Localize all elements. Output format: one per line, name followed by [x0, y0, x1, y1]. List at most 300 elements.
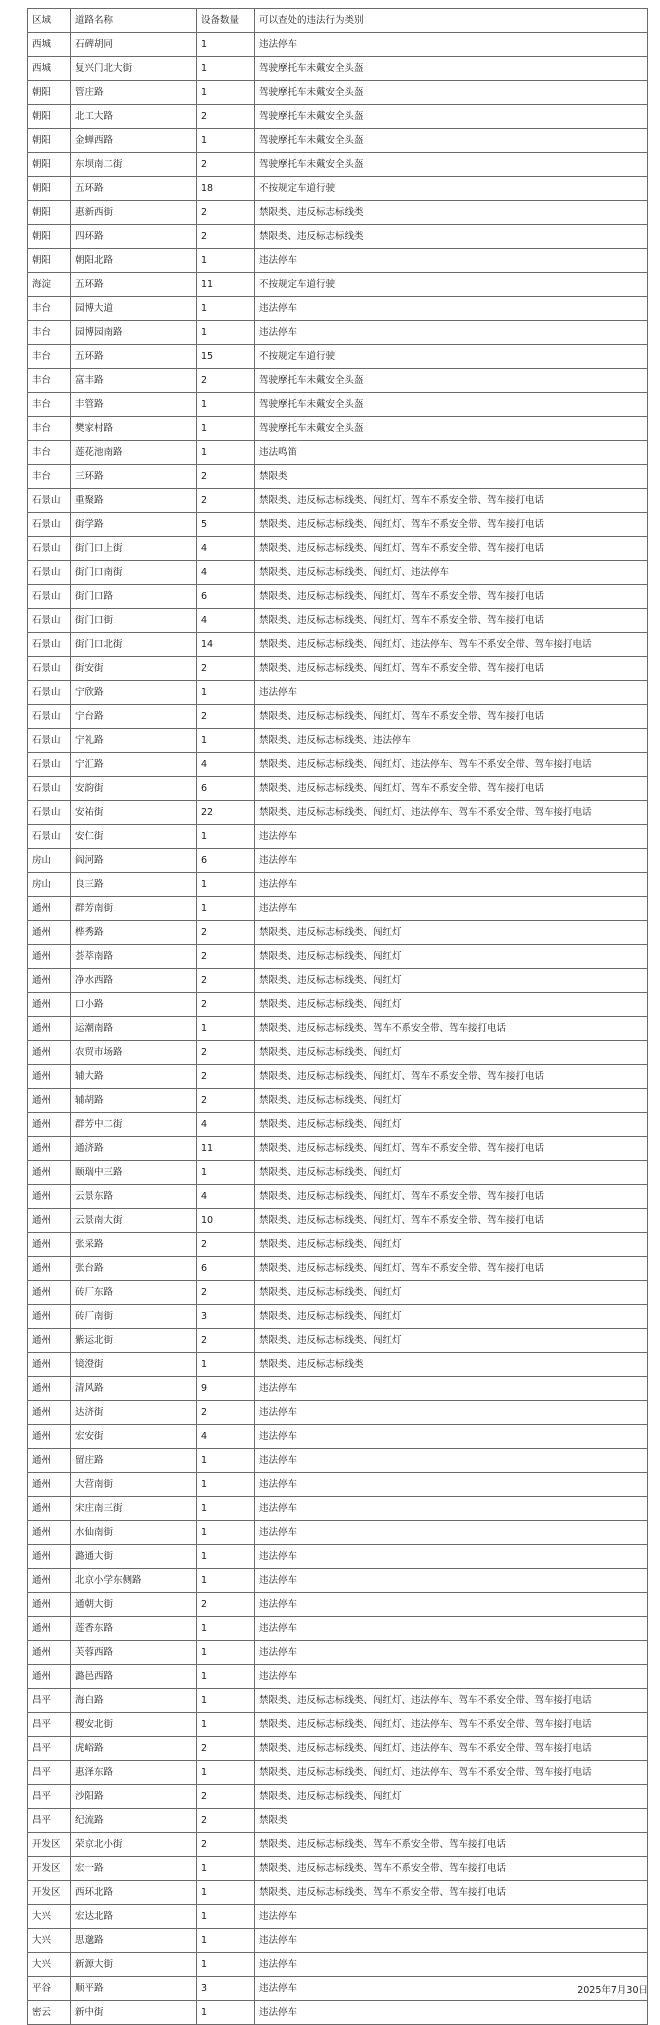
- cell-device-count: 9: [197, 1377, 255, 1401]
- header-district: 区域: [28, 9, 71, 33]
- cell-road-name: 张台路: [71, 1257, 197, 1281]
- table-row: [28, 1689, 648, 1713]
- cell-device-count: 1: [197, 681, 255, 705]
- cell-road-name: 富丰路: [71, 369, 197, 393]
- cell-road-name: 西环北路: [71, 1881, 197, 1905]
- cell-violation-types: 禁限类、违反标志标线类、闯红灯: [255, 1089, 648, 1113]
- cell-road-name: 阎河路: [71, 849, 197, 873]
- cell-violation-types: 违法停车: [255, 1665, 648, 1689]
- cell-violation-types: 禁限类、违反标志标线类、闯红灯、驾车不系安全带、驾车接打电话: [255, 657, 648, 681]
- cell-violation-types: 违法停车: [255, 1449, 648, 1473]
- cell-violation-types: 禁限类、违反标志标线类、闯红灯、违法停车、驾车不系安全带、驾车接打电话: [255, 1713, 648, 1737]
- cell-violation-types: 违法停车: [255, 681, 648, 705]
- cell-device-count: 4: [197, 753, 255, 777]
- cell-district: 通州: [28, 1305, 71, 1329]
- table-row: [28, 1977, 648, 2001]
- cell-violation-types: 驾驶摩托车未戴安全头盔: [255, 81, 648, 105]
- cell-violation-types: 禁限类、违反标志标线类、闯红灯、违法停车、驾车不系安全带、驾车接打电话: [255, 1761, 648, 1785]
- cell-road-name: 街门口路: [71, 585, 197, 609]
- cell-violation-types: 违法停车: [255, 1593, 648, 1617]
- table-row: [28, 993, 648, 1017]
- enforcement-device-table: [27, 8, 648, 2025]
- cell-road-name: 潞邑西路: [71, 1665, 197, 1689]
- cell-road-name: 通济路: [71, 1137, 197, 1161]
- cell-district: 石景山: [28, 513, 71, 537]
- cell-violation-types: 不按规定车道行驶: [255, 177, 648, 201]
- table-row: [28, 1257, 648, 1281]
- cell-road-name: 安仁街: [71, 825, 197, 849]
- cell-device-count: 2: [197, 369, 255, 393]
- cell-district: 通州: [28, 1545, 71, 1569]
- cell-device-count: 2: [197, 1233, 255, 1257]
- cell-road-name: 砖厂南街: [71, 1305, 197, 1329]
- cell-district: 昌平: [28, 1737, 71, 1761]
- table-row: [28, 369, 648, 393]
- table-row: [28, 1545, 648, 1569]
- cell-device-count: 1: [197, 129, 255, 153]
- cell-device-count: 1: [197, 1761, 255, 1785]
- cell-road-name: 三环路: [71, 465, 197, 489]
- table-row: [28, 1401, 648, 1425]
- cell-district: 通州: [28, 1329, 71, 1353]
- table-row: [28, 1137, 648, 1161]
- table-header-row: [28, 9, 648, 33]
- cell-district: 通州: [28, 1569, 71, 1593]
- table-row: [28, 633, 648, 657]
- cell-device-count: 1: [197, 1545, 255, 1569]
- table-row: [28, 81, 648, 105]
- cell-violation-types: 禁限类、违反标志标线类、闯红灯: [255, 1113, 648, 1137]
- cell-district: 石景山: [28, 657, 71, 681]
- table-row: [28, 849, 648, 873]
- table-row: [28, 513, 648, 537]
- cell-violation-types: 禁限类、违反标志标线类、闯红灯: [255, 1785, 648, 1809]
- cell-district: 石景山: [28, 729, 71, 753]
- cell-road-name: 荟萃南路: [71, 945, 197, 969]
- header-device-count: 设备数量: [197, 9, 255, 33]
- cell-district: 通州: [28, 1449, 71, 1473]
- cell-road-name: 石碑胡同: [71, 33, 197, 57]
- cell-violation-types: 禁限类: [255, 1809, 648, 1833]
- cell-district: 大兴: [28, 1953, 71, 1977]
- cell-district: 通州: [28, 897, 71, 921]
- cell-district: 通州: [28, 1593, 71, 1617]
- table-row: [28, 1641, 648, 1665]
- cell-device-count: 4: [197, 537, 255, 561]
- cell-district: 朝阳: [28, 201, 71, 225]
- table-row: [28, 1185, 648, 1209]
- cell-district: 丰台: [28, 417, 71, 441]
- cell-district: 通州: [28, 1257, 71, 1281]
- table-row: [28, 249, 648, 273]
- cell-district: 通州: [28, 921, 71, 945]
- cell-device-count: 18: [197, 177, 255, 201]
- cell-road-name: 复兴门北大街: [71, 57, 197, 81]
- table-row: [28, 153, 648, 177]
- table-row: [28, 729, 648, 753]
- cell-road-name: 思邈路: [71, 1929, 197, 1953]
- cell-violation-types: 违法鸣笛: [255, 441, 648, 465]
- cell-road-name: 顺平路: [71, 1977, 197, 2001]
- cell-road-name: 四环路: [71, 225, 197, 249]
- cell-road-name: 街门口上街: [71, 537, 197, 561]
- cell-device-count: 5: [197, 513, 255, 537]
- table-row: [28, 1713, 648, 1737]
- cell-violation-types: 违法停车: [255, 1473, 648, 1497]
- cell-district: 通州: [28, 1161, 71, 1185]
- cell-violation-types: 违法停车: [255, 321, 648, 345]
- cell-device-count: 1: [197, 417, 255, 441]
- table-row: [28, 1089, 648, 1113]
- cell-violation-types: 驾驶摩托车未戴安全头盔: [255, 129, 648, 153]
- cell-road-name: 颐瑞中三路: [71, 1161, 197, 1185]
- cell-device-count: 1: [197, 825, 255, 849]
- cell-device-count: 22: [197, 801, 255, 825]
- cell-district: 西城: [28, 33, 71, 57]
- cell-violation-types: 禁限类、违反标志标线类、驾车不系安全带、驾车接打电话: [255, 1017, 648, 1041]
- table-row: [28, 801, 648, 825]
- table-row: [28, 345, 648, 369]
- table-row: [28, 1161, 648, 1185]
- cell-road-name: 街门口北街: [71, 633, 197, 657]
- cell-road-name: 园博大道: [71, 297, 197, 321]
- table-row: [28, 681, 648, 705]
- cell-road-name: 街门口街: [71, 609, 197, 633]
- cell-device-count: 2: [197, 945, 255, 969]
- cell-road-name: 宏安街: [71, 1425, 197, 1449]
- cell-road-name: 莲香东路: [71, 1617, 197, 1641]
- table-row: [28, 1473, 648, 1497]
- cell-violation-types: 禁限类、违反标志标线类、闯红灯、驾车不系安全带、驾车接打电话: [255, 1065, 648, 1089]
- cell-district: 通州: [28, 1089, 71, 1113]
- cell-road-name: 运潮南路: [71, 1017, 197, 1041]
- cell-violation-types: 违法停车: [255, 1569, 648, 1593]
- cell-device-count: 2: [197, 465, 255, 489]
- cell-road-name: 群芳南街: [71, 897, 197, 921]
- cell-violation-types: 禁限类、违反标志标线类、驾车不系安全带、驾车接打电话: [255, 1881, 648, 1905]
- cell-district: 石景山: [28, 681, 71, 705]
- table-row: [28, 465, 648, 489]
- cell-district: 石景山: [28, 705, 71, 729]
- cell-road-name: 荣京北小街: [71, 1833, 197, 1857]
- cell-district: 通州: [28, 1209, 71, 1233]
- cell-road-name: 宁欣路: [71, 681, 197, 705]
- cell-device-count: 11: [197, 1137, 255, 1161]
- table-row: [28, 105, 648, 129]
- cell-road-name: 辅大路: [71, 1065, 197, 1089]
- table-row: [28, 393, 648, 417]
- table-row: [28, 921, 648, 945]
- cell-device-count: 2: [197, 1089, 255, 1113]
- cell-district: 昌平: [28, 1689, 71, 1713]
- table-row: [28, 201, 648, 225]
- cell-violation-types: 违法停车: [255, 1953, 648, 1977]
- table-row: [28, 873, 648, 897]
- table-row: [28, 1665, 648, 1689]
- cell-device-count: 2: [197, 657, 255, 681]
- cell-violation-types: 禁限类、违反标志标线类、闯红灯、违法停车: [255, 561, 648, 585]
- cell-district: 朝阳: [28, 249, 71, 273]
- cell-road-name: 安祐街: [71, 801, 197, 825]
- cell-violation-types: 违法停车: [255, 825, 648, 849]
- header-road-name: 道路名称: [71, 9, 197, 33]
- cell-device-count: 2: [197, 201, 255, 225]
- cell-device-count: 2: [197, 1065, 255, 1089]
- cell-district: 石景山: [28, 777, 71, 801]
- cell-violation-types: 禁限类、违反标志标线类、违法停车: [255, 729, 648, 753]
- table-row: [28, 297, 648, 321]
- cell-violation-types: 禁限类、违反标志标线类、闯红灯、驾车不系安全带、驾车接打电话: [255, 489, 648, 513]
- cell-device-count: 2: [197, 1809, 255, 1833]
- cell-device-count: 1: [197, 1473, 255, 1497]
- cell-device-count: 2: [197, 1329, 255, 1353]
- cell-district: 西城: [28, 57, 71, 81]
- cell-road-name: 桦秀路: [71, 921, 197, 945]
- cell-device-count: 15: [197, 345, 255, 369]
- cell-device-count: 1: [197, 1617, 255, 1641]
- cell-violation-types: 禁限类、违反标志标线类、闯红灯: [255, 945, 648, 969]
- table-row: [28, 825, 648, 849]
- cell-violation-types: 禁限类、违反标志标线类、驾车不系安全带、驾车接打电话: [255, 1833, 648, 1857]
- cell-district: 通州: [28, 1185, 71, 1209]
- cell-road-name: 群芳中二街: [71, 1113, 197, 1137]
- table-row: [28, 417, 648, 441]
- cell-violation-types: 违法停车: [255, 1977, 648, 2001]
- table-row: [28, 657, 648, 681]
- table-row: [28, 1113, 648, 1137]
- publish-date: 2025年7月30日: [577, 1985, 648, 1996]
- cell-violation-types: 违法停车: [255, 2001, 648, 2025]
- cell-device-count: 1: [197, 393, 255, 417]
- table-row: [28, 1041, 648, 1065]
- cell-road-name: 镜澄街: [71, 1353, 197, 1377]
- cell-device-count: 2: [197, 1401, 255, 1425]
- table-row: [28, 1857, 648, 1881]
- cell-road-name: 净水西路: [71, 969, 197, 993]
- cell-road-name: 宏达北路: [71, 1905, 197, 1929]
- cell-road-name: 北京小学东侧路: [71, 1569, 197, 1593]
- cell-road-name: 五环路: [71, 177, 197, 201]
- cell-violation-types: 禁限类、违反标志标线类、闯红灯、驾车不系安全带、驾车接打电话: [255, 537, 648, 561]
- cell-violation-types: 违法停车: [255, 1641, 648, 1665]
- cell-device-count: 6: [197, 585, 255, 609]
- cell-district: 朝阳: [28, 129, 71, 153]
- cell-district: 朝阳: [28, 81, 71, 105]
- cell-device-count: 4: [197, 609, 255, 633]
- cell-district: 昌平: [28, 1761, 71, 1785]
- cell-district: 通州: [28, 1137, 71, 1161]
- cell-road-name: 街学路: [71, 513, 197, 537]
- cell-violation-types: 禁限类、违反标志标线类、闯红灯、驾车不系安全带、驾车接打电话: [255, 1209, 648, 1233]
- cell-road-name: 五环路: [71, 273, 197, 297]
- cell-violation-types: 违法停车: [255, 1521, 648, 1545]
- cell-district: 大兴: [28, 1905, 71, 1929]
- table-row: [28, 1497, 648, 1521]
- cell-violation-types: 禁限类、违反标志标线类: [255, 201, 648, 225]
- cell-road-name: 留庄路: [71, 1449, 197, 1473]
- cell-road-name: 张采路: [71, 1233, 197, 1257]
- cell-device-count: 3: [197, 1305, 255, 1329]
- cell-violation-types: 禁限类、违反标志标线类、闯红灯、违法停车、驾车不系安全带、驾车接打电话: [255, 1689, 648, 1713]
- cell-road-name: 新中街: [71, 2001, 197, 2025]
- cell-road-name: 丰管路: [71, 393, 197, 417]
- cell-violation-types: 驾驶摩托车未戴安全头盔: [255, 393, 648, 417]
- table-row: [28, 1377, 648, 1401]
- cell-district: 平谷: [28, 1977, 71, 2001]
- cell-device-count: 2: [197, 105, 255, 129]
- cell-device-count: 2: [197, 1041, 255, 1065]
- table-row: [28, 609, 648, 633]
- table-row: [28, 1449, 648, 1473]
- cell-device-count: 2: [197, 993, 255, 1017]
- cell-device-count: 1: [197, 2001, 255, 2025]
- cell-road-name: 宏一路: [71, 1857, 197, 1881]
- cell-district: 开发区: [28, 1833, 71, 1857]
- cell-road-name: 虎峪路: [71, 1737, 197, 1761]
- cell-district: 通州: [28, 1065, 71, 1089]
- cell-road-name: 砖厂东路: [71, 1281, 197, 1305]
- cell-device-count: 1: [197, 1905, 255, 1929]
- cell-violation-types: 禁限类、违反标志标线类、闯红灯、驾车不系安全带、驾车接打电话: [255, 1137, 648, 1161]
- cell-district: 通州: [28, 1641, 71, 1665]
- table-row: [28, 1881, 648, 1905]
- cell-violation-types: 禁限类、违反标志标线类、闯红灯: [255, 1233, 648, 1257]
- cell-district: 通州: [28, 1113, 71, 1137]
- cell-violation-types: 违法停车: [255, 849, 648, 873]
- header-violation-types: 可以查处的违法行为类别: [255, 9, 648, 33]
- cell-device-count: 1: [197, 1713, 255, 1737]
- cell-device-count: 1: [197, 1857, 255, 1881]
- cell-road-name: 宁礼路: [71, 729, 197, 753]
- cell-road-name: 宋庄南三街: [71, 1497, 197, 1521]
- cell-device-count: 1: [197, 321, 255, 345]
- cell-device-count: 1: [197, 249, 255, 273]
- table-row: [28, 897, 648, 921]
- cell-violation-types: 驾驶摩托车未戴安全头盔: [255, 153, 648, 177]
- table-row: [28, 177, 648, 201]
- cell-device-count: 1: [197, 729, 255, 753]
- cell-district: 通州: [28, 1665, 71, 1689]
- table-row: [28, 129, 648, 153]
- cell-road-name: 北工大路: [71, 105, 197, 129]
- cell-road-name: 良三路: [71, 873, 197, 897]
- table-row: [28, 1209, 648, 1233]
- cell-violation-types: 禁限类、违反标志标线类、闯红灯: [255, 969, 648, 993]
- table-row: [28, 1809, 648, 1833]
- table-row: [28, 1233, 648, 1257]
- cell-road-name: 纪流路: [71, 1809, 197, 1833]
- cell-road-name: 五环路: [71, 345, 197, 369]
- cell-device-count: 1: [197, 1689, 255, 1713]
- cell-device-count: 4: [197, 561, 255, 585]
- table-row: [28, 537, 648, 561]
- table-row: [28, 1929, 648, 1953]
- cell-district: 昌平: [28, 1713, 71, 1737]
- table-row: [28, 1281, 648, 1305]
- cell-road-name: 惠泽东路: [71, 1761, 197, 1785]
- cell-road-name: 管庄路: [71, 81, 197, 105]
- table-row: [28, 33, 648, 57]
- cell-device-count: 1: [197, 1881, 255, 1905]
- cell-device-count: 4: [197, 1185, 255, 1209]
- cell-violation-types: 违法停车: [255, 873, 648, 897]
- cell-violation-types: 禁限类、违反标志标线类、闯红灯、驾车不系安全带、驾车接打电话: [255, 705, 648, 729]
- cell-district: 昌平: [28, 1785, 71, 1809]
- cell-district: 通州: [28, 1041, 71, 1065]
- cell-device-count: 2: [197, 1833, 255, 1857]
- cell-road-name: 紫运北街: [71, 1329, 197, 1353]
- cell-violation-types: 违法停车: [255, 1905, 648, 1929]
- cell-district: 通州: [28, 1017, 71, 1041]
- cell-violation-types: 违法停车: [255, 1545, 648, 1569]
- cell-device-count: 1: [197, 33, 255, 57]
- cell-device-count: 2: [197, 225, 255, 249]
- cell-district: 丰台: [28, 393, 71, 417]
- cell-device-count: 2: [197, 1281, 255, 1305]
- cell-device-count: 2: [197, 489, 255, 513]
- table-row: [28, 1953, 648, 1977]
- cell-road-name: 潞通大街: [71, 1545, 197, 1569]
- table-row: [28, 969, 648, 993]
- cell-district: 丰台: [28, 345, 71, 369]
- cell-violation-types: 禁限类、违反标志标线类、闯红灯、驾车不系安全带、驾车接打电话: [255, 609, 648, 633]
- cell-district: 丰台: [28, 297, 71, 321]
- cell-violation-types: 禁限类、违反标志标线类、闯红灯、驾车不系安全带、驾车接打电话: [255, 777, 648, 801]
- cell-road-name: 清风路: [71, 1377, 197, 1401]
- cell-violation-types: 禁限类、违反标志标线类、闯红灯: [255, 1041, 648, 1065]
- cell-device-count: 2: [197, 969, 255, 993]
- cell-device-count: 1: [197, 297, 255, 321]
- cell-road-name: 宁台路: [71, 705, 197, 729]
- cell-district: 石景山: [28, 609, 71, 633]
- cell-violation-types: 禁限类、违反标志标线类、驾车不系安全带、驾车接打电话: [255, 1857, 648, 1881]
- cell-device-count: 2: [197, 921, 255, 945]
- cell-violation-types: 禁限类: [255, 465, 648, 489]
- cell-device-count: 1: [197, 81, 255, 105]
- cell-device-count: 4: [197, 1425, 255, 1449]
- cell-district: 通州: [28, 1377, 71, 1401]
- cell-device-count: 1: [197, 1569, 255, 1593]
- table-row: [28, 1833, 648, 1857]
- cell-road-name: 园博园南路: [71, 321, 197, 345]
- cell-device-count: 2: [197, 153, 255, 177]
- cell-road-name: 重聚路: [71, 489, 197, 513]
- cell-district: 石景山: [28, 585, 71, 609]
- cell-district: 通州: [28, 1617, 71, 1641]
- table-row: [28, 1737, 648, 1761]
- cell-device-count: 1: [197, 1953, 255, 1977]
- cell-device-count: 14: [197, 633, 255, 657]
- cell-violation-types: 违法停车: [255, 1617, 648, 1641]
- table-row: [28, 2001, 648, 2025]
- cell-violation-types: 禁限类、违反标志标线类: [255, 1353, 648, 1377]
- cell-device-count: 1: [197, 873, 255, 897]
- cell-road-name: 街门口南街: [71, 561, 197, 585]
- cell-device-count: 1: [197, 1521, 255, 1545]
- cell-violation-types: 禁限类、违反标志标线类: [255, 225, 648, 249]
- cell-violation-types: 禁限类、违反标志标线类、闯红灯: [255, 993, 648, 1017]
- cell-device-count: 2: [197, 1785, 255, 1809]
- cell-district: 丰台: [28, 441, 71, 465]
- cell-district: 开发区: [28, 1881, 71, 1905]
- table-row: [28, 705, 648, 729]
- cell-violation-types: 禁限类、违反标志标线类、闯红灯、驾车不系安全带、驾车接打电话: [255, 585, 648, 609]
- table-row: [28, 321, 648, 345]
- cell-violation-types: 违法停车: [255, 1497, 648, 1521]
- cell-district: 石景山: [28, 537, 71, 561]
- cell-road-name: 农贸市场路: [71, 1041, 197, 1065]
- table-row: [28, 1017, 648, 1041]
